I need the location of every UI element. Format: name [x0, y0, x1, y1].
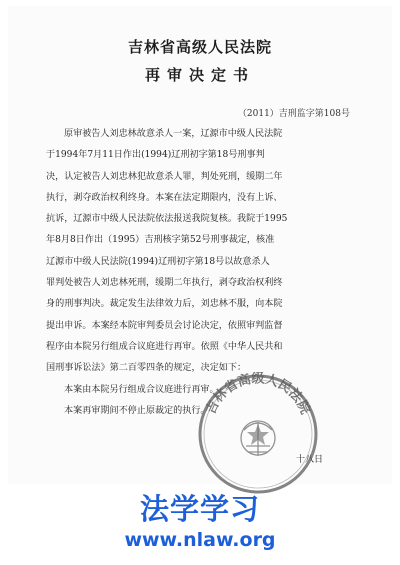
- watermark-url: www.nlaw.org: [124, 529, 276, 551]
- body-line: 抗诉，辽源市中级人民法院依法报送我院复核。我院于1995: [46, 214, 288, 225]
- case-number: （2011）吉刑监字第108号: [237, 109, 350, 119]
- decision-date: 十八日: [296, 455, 324, 465]
- body-line: 辽源市中级人民法院(1994)辽刑初字第18号以故意杀人: [46, 256, 270, 267]
- body-line: 本案由本院另行组成合议庭进行再审。: [64, 384, 219, 395]
- body-line: 执行，剥夺政治权利终身。本案在法定期限内，没有上诉、: [46, 192, 283, 203]
- body-line: 于1994年7月11日作出(1994)辽刑初字第18号刑事判: [46, 150, 265, 161]
- watermark-title: 法学学习: [139, 492, 260, 526]
- document-title: 再审决定书: [144, 66, 255, 84]
- body-line: 国刑事诉讼法》第二百零四条的规定，决定如下：: [46, 363, 247, 374]
- body-line: 决，认定被告人刘忠林犯故意杀人罪，判处死刑，缓期二年: [46, 171, 283, 182]
- body-line: 本案再审期间不停止原裁定的执行。: [64, 405, 210, 416]
- body-line: 年8月8日作出（1995）吉刑核字第52号刑事裁定，核准: [46, 235, 275, 246]
- body-line: 身的刑事判决。裁定发生法律效力后，刘忠林不服，向本院: [46, 299, 283, 310]
- court-name: 吉林省高级人民法院: [127, 38, 272, 56]
- seal-text: 吉林省高级人民法院: [203, 372, 313, 417]
- body-line: 罪判处被告人刘忠林死刑，缓期二年执行，剥夺政治权利终: [46, 278, 283, 289]
- body-line: 提出申诉。本案经本院审判委员会讨论决定，依照审判监督: [46, 320, 283, 331]
- body-line: 程序由本院另行组成合议庭进行再审。依照《中华人民共和: [46, 341, 283, 352]
- svg-text:吉林省高级人民法院: [203, 372, 314, 417]
- body-line: 原审被告人刘忠林故意杀人一案，辽源市中级人民法院: [64, 129, 283, 139]
- site-watermark: [0, 490, 400, 552]
- court-seal-icon: [196, 372, 320, 496]
